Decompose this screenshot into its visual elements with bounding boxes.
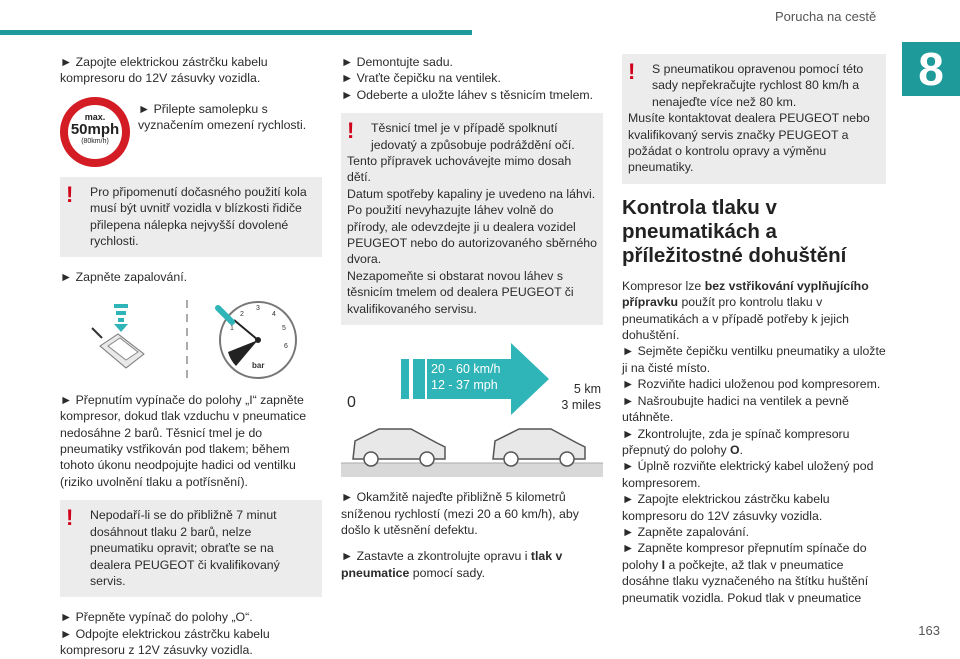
warning-icon: ! bbox=[628, 59, 636, 84]
svg-text:bar: bar bbox=[252, 360, 265, 370]
instruction-line: ► Odeberte a uložte láhev s těsnicím tmelem. bbox=[341, 87, 594, 102]
cars-road-icon bbox=[341, 419, 603, 477]
step-item bbox=[622, 426, 886, 459]
step-item: ► Rozviňte hadici uloženou pod kompresorem. bbox=[622, 377, 881, 392]
step-text: ► Zapněte kompresor přepnutím spínače do polohy bbox=[622, 541, 867, 572]
svg-text:5: 5 bbox=[282, 324, 286, 332]
step-bold: I bbox=[661, 557, 666, 572]
warning-note bbox=[341, 113, 603, 325]
page-number: 163 bbox=[918, 623, 940, 638]
step-item: ► Sejměte čepičku ventilku pneumatiky a uložte ji na čisté místo. bbox=[622, 344, 886, 375]
speed-distance-illustration bbox=[341, 339, 603, 477]
speed-band-stripe bbox=[413, 359, 425, 399]
column-1 bbox=[60, 54, 322, 659]
column-2 bbox=[341, 54, 603, 591]
warning-note bbox=[60, 177, 322, 258]
warning-text: Těsnicí tmel je v případě spolknutí jedovatý a způsobuje podráždění očí. bbox=[371, 121, 575, 152]
step-item: ► Zapojte elektrickou zástrčku kabelu kompresoru do 12V zásuvky vozidla. bbox=[622, 492, 830, 523]
warning-text: Nezapomeňte si obstarat novou láhev s těsnicím tmelem od dealera PEUGEOT či kvalifikovaného servisu. bbox=[347, 268, 574, 316]
warning-text: Nepodaří-li se do přibližně 7 minut dosáhnout tlaku 2 barů, nelze pneumatiku opravit; obraťte se na dealera PEUGEOT či kvalifikovaný servis. bbox=[90, 508, 280, 588]
intro-paragraph bbox=[622, 278, 886, 344]
sticker-max: max. bbox=[84, 111, 106, 122]
warning-icon: ! bbox=[66, 181, 74, 207]
column-3 bbox=[622, 54, 886, 606]
sticker-block bbox=[60, 97, 322, 167]
speed-kmh: 20 - 60 km/h bbox=[431, 362, 501, 377]
instruction-bold: tlak v pneumatice bbox=[341, 549, 563, 580]
section-title: Porucha na cestě bbox=[775, 9, 877, 24]
instruction-paragraph: ► Zapněte zapalování. bbox=[60, 270, 188, 285]
warning-text: Tento přípravek uchovávejte mimo dosah dětí. bbox=[347, 154, 572, 185]
step-item: ► Úplně rozviňte elektrický kabel uložený pod kompresorem. bbox=[622, 459, 874, 490]
step-text: a počkejte, až tlak v pneumatice dosáhne tlaku vyznačeného na štítku huštění pneumatik vozidla. Pokud tlak v pneumatice bbox=[622, 557, 869, 605]
warning-text: Datum spotřeby kapaliny je uvedeno na láhvi. Po použití nevyhazujte láhev volně do přírody, ale odevzdejte ji u dealera vozidel PEUGEOT nebo do autorizovaného sběrného dvora. bbox=[347, 186, 597, 267]
step-text: ► Zkontrolujte, zda je spínač kompresoru přepnutý do polohy bbox=[622, 426, 850, 457]
svg-text:6: 6 bbox=[284, 342, 288, 350]
intro-text: použít pro kontrolu tlaku v pneumatikách a v případě potřeby k jejich dohuštění. bbox=[622, 295, 849, 343]
instruction-text: ► Zastavte a zkontrolujte opravu i bbox=[341, 549, 531, 564]
step-item bbox=[622, 540, 886, 606]
distance-km: 5 km bbox=[573, 382, 601, 397]
svg-text:4: 4 bbox=[272, 310, 276, 318]
warning-text: Musíte kontaktovat dealera PEUGEOT nebo kvalifikovaný servis značky PEUGEOT a požádat o kontrolu opravy a výměnu pneumatiky. bbox=[628, 111, 870, 175]
instruction-paragraph: ► Odpojte elektrickou zástrčku kabelu kompresoru z 12V zásuvky vozidla. bbox=[60, 626, 270, 658]
svg-text:3: 3 bbox=[256, 304, 260, 312]
switch-gauge-illustration bbox=[60, 296, 322, 382]
instruction-paragraph: ► Okamžitě najeďte přibližně 5 kilometrů sníženou rychlostí (mezi 20 a 60 km/h), aby došlo k utěsnění defektu. bbox=[341, 490, 579, 537]
speed-band-stripe bbox=[401, 359, 409, 399]
step-text: . bbox=[739, 442, 744, 457]
warning-text: S pneumatikou opravenou pomocí této sady nepřekračujte rychlost 80 km/h a nenajeďte více než 80 km. bbox=[652, 62, 864, 109]
speed-mph: 12 - 37 mph bbox=[431, 378, 498, 393]
speed-limit-sticker-icon bbox=[60, 97, 130, 167]
instruction-paragraph: ► Přepnutím vypínače do polohy „I“ zapněte kompresor, dokud tlak vzduchu v pneumatice nedosáhne 2 barů. Těsnicí tmel je do pneumatiky vstřikován pod tlakem; během tohoto úkonu neodpojujte hadici od ventilku (riziko uvolnění tlaku a potřísnění). bbox=[60, 392, 307, 489]
step-item: ► Našroubujte hadici na ventilek a pevně utáhněte. bbox=[622, 393, 849, 425]
step-bold: O bbox=[730, 442, 740, 457]
step-item: ► Zapněte zapalování. bbox=[622, 524, 750, 539]
warning-text: Pro připomenutí dočasného použití kola musí být uvnitř vozidla v blízkosti řidiče přilepena nálepka nejvyšší dovolené rychlosti. bbox=[90, 184, 307, 249]
svg-text:1: 1 bbox=[230, 324, 234, 332]
sticker-kmh: (80km/h) bbox=[81, 137, 109, 145]
instruction-line: ► Vraťte čepičku na ventilek. bbox=[341, 71, 501, 86]
warning-note bbox=[60, 500, 322, 597]
sticker-mph: 50mph bbox=[70, 120, 120, 138]
instruction-text: pomocí sady. bbox=[409, 565, 485, 580]
sticker-instruction: ► Přilepte samolepku s vyznačením omezení rychlosti. bbox=[138, 101, 307, 133]
instruction-paragraph: ► Přepněte vypínač do polohy „O“. bbox=[60, 610, 253, 625]
chapter-tab: 8 bbox=[902, 42, 960, 96]
intro-text: Kompresor lze bbox=[622, 278, 705, 293]
distance-miles: 3 miles bbox=[561, 398, 601, 413]
section-heading: Kontrola tlaku v pneumatikách a příležitostné dohuštění bbox=[622, 195, 847, 267]
warning-icon: ! bbox=[347, 118, 355, 144]
instruction-paragraph: ► Zapojte elektrickou zástrčku kabelu kompresoru do 12V zásuvky vozidla. bbox=[60, 55, 268, 86]
svg-text:2: 2 bbox=[240, 310, 244, 318]
instruction-line: ► Demontujte sadu. bbox=[341, 55, 453, 69]
warning-note bbox=[622, 54, 886, 184]
instruction-paragraph bbox=[341, 548, 603, 581]
top-accent-bar bbox=[0, 30, 472, 35]
intro-bold: bez vstřikování vyplňujícího přípravku bbox=[622, 278, 869, 310]
warning-icon: ! bbox=[66, 505, 74, 531]
compressor-illustration-icon bbox=[60, 296, 322, 382]
distance-start: 0 bbox=[347, 394, 356, 412]
